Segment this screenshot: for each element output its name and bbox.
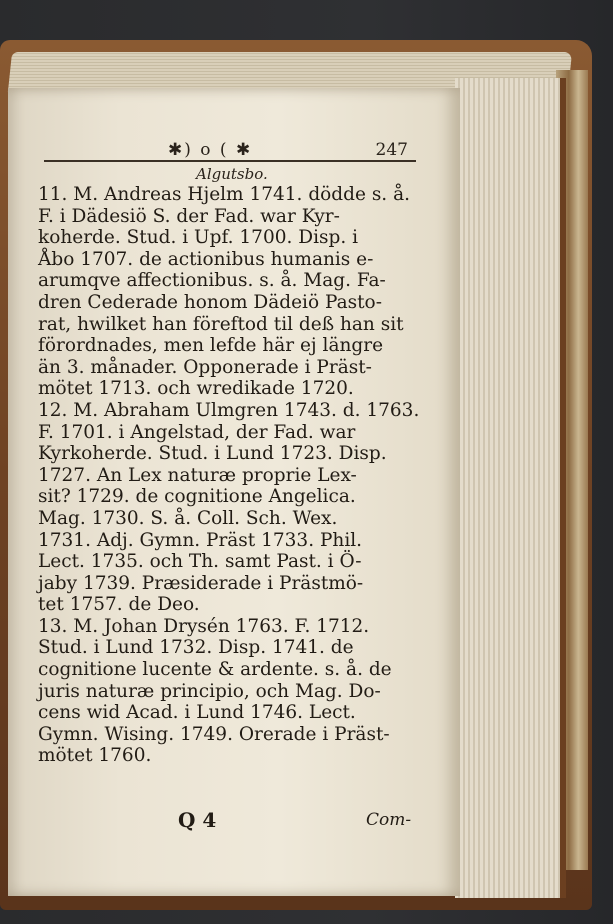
signature-mark: Q 4 <box>178 808 217 832</box>
page-stack <box>455 78 566 898</box>
text-line: F. 1701. i Angelstad, der Fad. war <box>38 421 356 443</box>
text-line: mötet 1760. <box>38 745 152 767</box>
text-line: F. i Dädesiö S. der Fad. war Kyr- <box>38 205 340 227</box>
text-line: Gymn. Wising. 1749. Orerade i Präst- <box>38 723 390 745</box>
text-line: sit? 1729. de cognitione Angelica. <box>38 486 356 508</box>
text-line: än 3. månader. Opponerade i Präst- <box>38 356 372 378</box>
text-line: 13. M. Johan Drysén 1763. F. 1712. <box>38 615 370 637</box>
text-line: Mag. 1730. S. å. Coll. Sch. Wex. <box>38 507 338 529</box>
text-line: mötet 1713. och wredikade 1720. <box>38 378 354 400</box>
text-line: jaby 1739. Præsiderade i Prästmö- <box>38 572 364 594</box>
text-line: cognitione lucente & ardente. s. å. de <box>38 659 392 681</box>
text-line: 1727. An Lex naturæ proprie Lex- <box>38 464 357 486</box>
text-line: Stud. i Lund 1732. Disp. 1741. de <box>38 637 354 659</box>
running-title: Algutsbo. <box>196 165 268 183</box>
text-line: 1731. Adj. Gymn. Präst 1733. Phil. <box>38 529 363 551</box>
book-page <box>8 88 460 896</box>
text-line: 12. M. Abraham Ulmgren 1743. d. 1763. <box>38 399 420 421</box>
text-line: koherde. Stud. i Upf. 1700. Disp. i <box>38 227 359 249</box>
catchword: Com- <box>366 810 412 830</box>
text-line: cens wid Acad. i Lund 1746. Lect. <box>38 702 356 724</box>
page-number: 247 <box>375 140 408 160</box>
header-rule <box>44 160 416 162</box>
text-line: arumqve affectionibus. s. å. Mag. Fa- <box>38 270 386 292</box>
header-ornament: ✱) o ( ✱ <box>168 140 253 160</box>
text-line: juris naturæ principio, och Mag. Do- <box>38 680 381 702</box>
text-line: Åbo 1707. de actionibus humanis e- <box>38 248 374 270</box>
text-line: dren Cederade honom Dädeiö Pasto- <box>38 291 382 313</box>
text-line: 11. M. Andreas Hjelm 1741. dödde s. å. <box>38 184 410 205</box>
text-line: förordnades, men lefde här ej längre <box>38 335 384 357</box>
page-body-text <box>38 184 434 767</box>
text-line: rat, hwilket han föreftod til deß han sit <box>38 313 404 335</box>
text-line: tet 1757. de Deo. <box>38 594 200 616</box>
text-line: Kyrkoherde. Stud. i Lund 1723. Disp. <box>38 443 387 465</box>
text-line: Lect. 1735. och Th. samt Past. i Ö- <box>38 551 362 573</box>
